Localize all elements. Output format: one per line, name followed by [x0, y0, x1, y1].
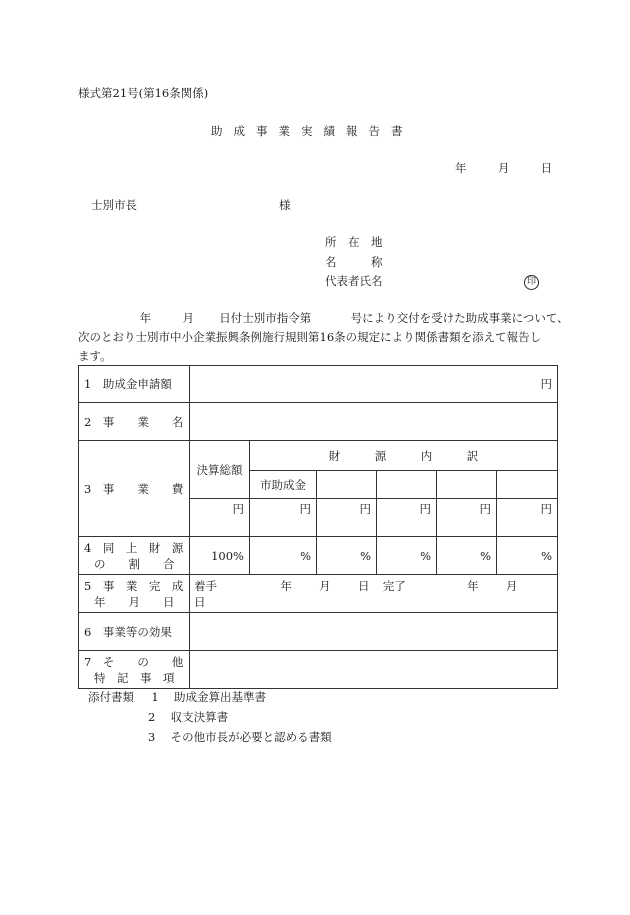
funding-source-cell[interactable] [437, 471, 497, 499]
name-label: 名 称 [325, 255, 383, 269]
date-day: 日 [540, 161, 553, 175]
paragraph-middle: 日付士別市指令第 [219, 311, 312, 325]
title-char: 績 [323, 124, 335, 138]
addressee-name: 士別市長 [91, 198, 137, 212]
title-char: 事 [256, 124, 268, 138]
report-paragraph [78, 309, 569, 366]
row-project-name [79, 403, 558, 441]
attachment-text: 助成金算出基準書 [173, 690, 266, 704]
end-label: 完了 [382, 578, 406, 593]
paragraph-line-1 [78, 309, 569, 328]
cost-amount-cell[interactable]: 円 [250, 499, 317, 537]
paragraph-line-3: ます。 [78, 349, 112, 363]
yen-unit: 円 [540, 377, 553, 391]
attachment-num: 1 [151, 690, 159, 704]
title-char: 業 [278, 124, 290, 138]
attachment-item [148, 709, 228, 725]
end-day: 日 [194, 594, 206, 609]
funding-ratio-label-line-1: 4 同 上 財 源 [84, 540, 184, 555]
funding-ratio-label-line-2: の 割 合 [94, 556, 175, 571]
ratio-cell[interactable]: % [250, 537, 317, 575]
project-effect-value[interactable] [190, 613, 558, 651]
ratio-cell[interactable]: % [437, 537, 497, 575]
start-day: 日 [357, 578, 370, 593]
other-remarks-label-line-1: 7 そ の 他 [84, 654, 184, 669]
attachment-item [148, 729, 332, 745]
funding-source-cell[interactable] [497, 471, 558, 499]
grant-amount-value[interactable] [190, 366, 558, 403]
paragraph-month: 月 [182, 311, 194, 325]
completion-date-value[interactable] [190, 575, 558, 613]
funding-ratio-label [79, 537, 190, 575]
row-funding-ratio [79, 537, 558, 575]
title-char: 成 [233, 124, 245, 138]
project-name-label: 2 事 業 名 [79, 403, 190, 441]
funding-source-cell[interactable] [317, 471, 377, 499]
seal-mark [524, 273, 539, 290]
ratio-cell[interactable]: % [317, 537, 377, 575]
end-month: 月 [505, 578, 518, 593]
completion-date-label [79, 575, 190, 613]
ratio-cell[interactable]: 100% [190, 537, 250, 575]
report-table [78, 365, 558, 689]
title-char: 書 [391, 124, 403, 138]
attachment-text: その他市長が必要と認める書類 [170, 730, 332, 744]
start-year: 年 [280, 578, 292, 593]
project-cost-label: 3 事 業 費 [79, 441, 190, 537]
funding-source-cell[interactable] [377, 471, 437, 499]
completion-date-label-line-1: 5 事 業 完 成 [84, 578, 184, 593]
city-grant-header: 市助成金 [250, 471, 317, 499]
attachments-heading: 添付書類 [88, 690, 134, 704]
paragraph-tail: 号により交付を受けた助成事業について、 [350, 311, 569, 325]
date-month: 月 [497, 161, 510, 175]
attachment-num: 3 [148, 730, 156, 744]
cost-amount-cell[interactable]: 円 [377, 499, 437, 537]
date-line [455, 160, 552, 176]
attachments-heading-row [88, 689, 266, 705]
paragraph-year: 年 [139, 311, 152, 325]
title-char: 実 [301, 124, 313, 138]
paragraph-line-2: 次のとおり士別市中小企業振興条例施行規則第16条の規定により関係書類を添えて報告し [78, 330, 542, 344]
other-remarks-label-line-2: 特 記 事 項 [94, 670, 175, 685]
project-effect-label: 6 事業等の効果 [79, 613, 190, 651]
end-year: 年 [467, 578, 479, 593]
row-grant-amount [79, 366, 558, 403]
row-other-remarks [79, 651, 558, 689]
attachment-num: 2 [148, 710, 156, 724]
other-remarks-label [79, 651, 190, 689]
cost-amount-cell[interactable]: 円 [437, 499, 497, 537]
start-label: 着手 [194, 578, 217, 593]
title-char: 報 [346, 124, 358, 138]
cost-amount-cell[interactable]: 円 [190, 499, 250, 537]
row-completion-date [79, 575, 558, 613]
seal-icon: 印 [524, 275, 539, 290]
grant-amount-label: 1 助成金申請額 [79, 366, 190, 403]
funding-breakdown-header: 財 源 内 訳 [250, 441, 558, 471]
addressee-honorific: 様 [279, 198, 291, 212]
ratio-cell[interactable]: % [377, 537, 437, 575]
date-year: 年 [455, 161, 467, 175]
title-char: 告 [368, 124, 380, 138]
row-project-effect [79, 613, 558, 651]
row-project-cost-header [79, 441, 558, 471]
title-char: 助 [211, 124, 223, 138]
start-month: 月 [319, 578, 331, 593]
attachment-text: 収支決算書 [170, 710, 229, 724]
completion-date-label-line-2: 年 月 日 [94, 594, 175, 609]
project-name-value[interactable] [190, 403, 558, 441]
other-remarks-value[interactable] [190, 651, 558, 689]
form-title [211, 123, 414, 139]
address-label: 所 在 地 [325, 235, 383, 249]
total-settlement-header: 決算総額 [190, 441, 250, 499]
ratio-cell[interactable]: % [497, 537, 558, 575]
representative-label: 代表者氏名 [325, 274, 383, 288]
cost-amount-cell[interactable]: 円 [317, 499, 377, 537]
form-number: 様式第21号(第16条関係) [78, 86, 209, 100]
cost-amount-cell[interactable]: 円 [497, 499, 558, 537]
